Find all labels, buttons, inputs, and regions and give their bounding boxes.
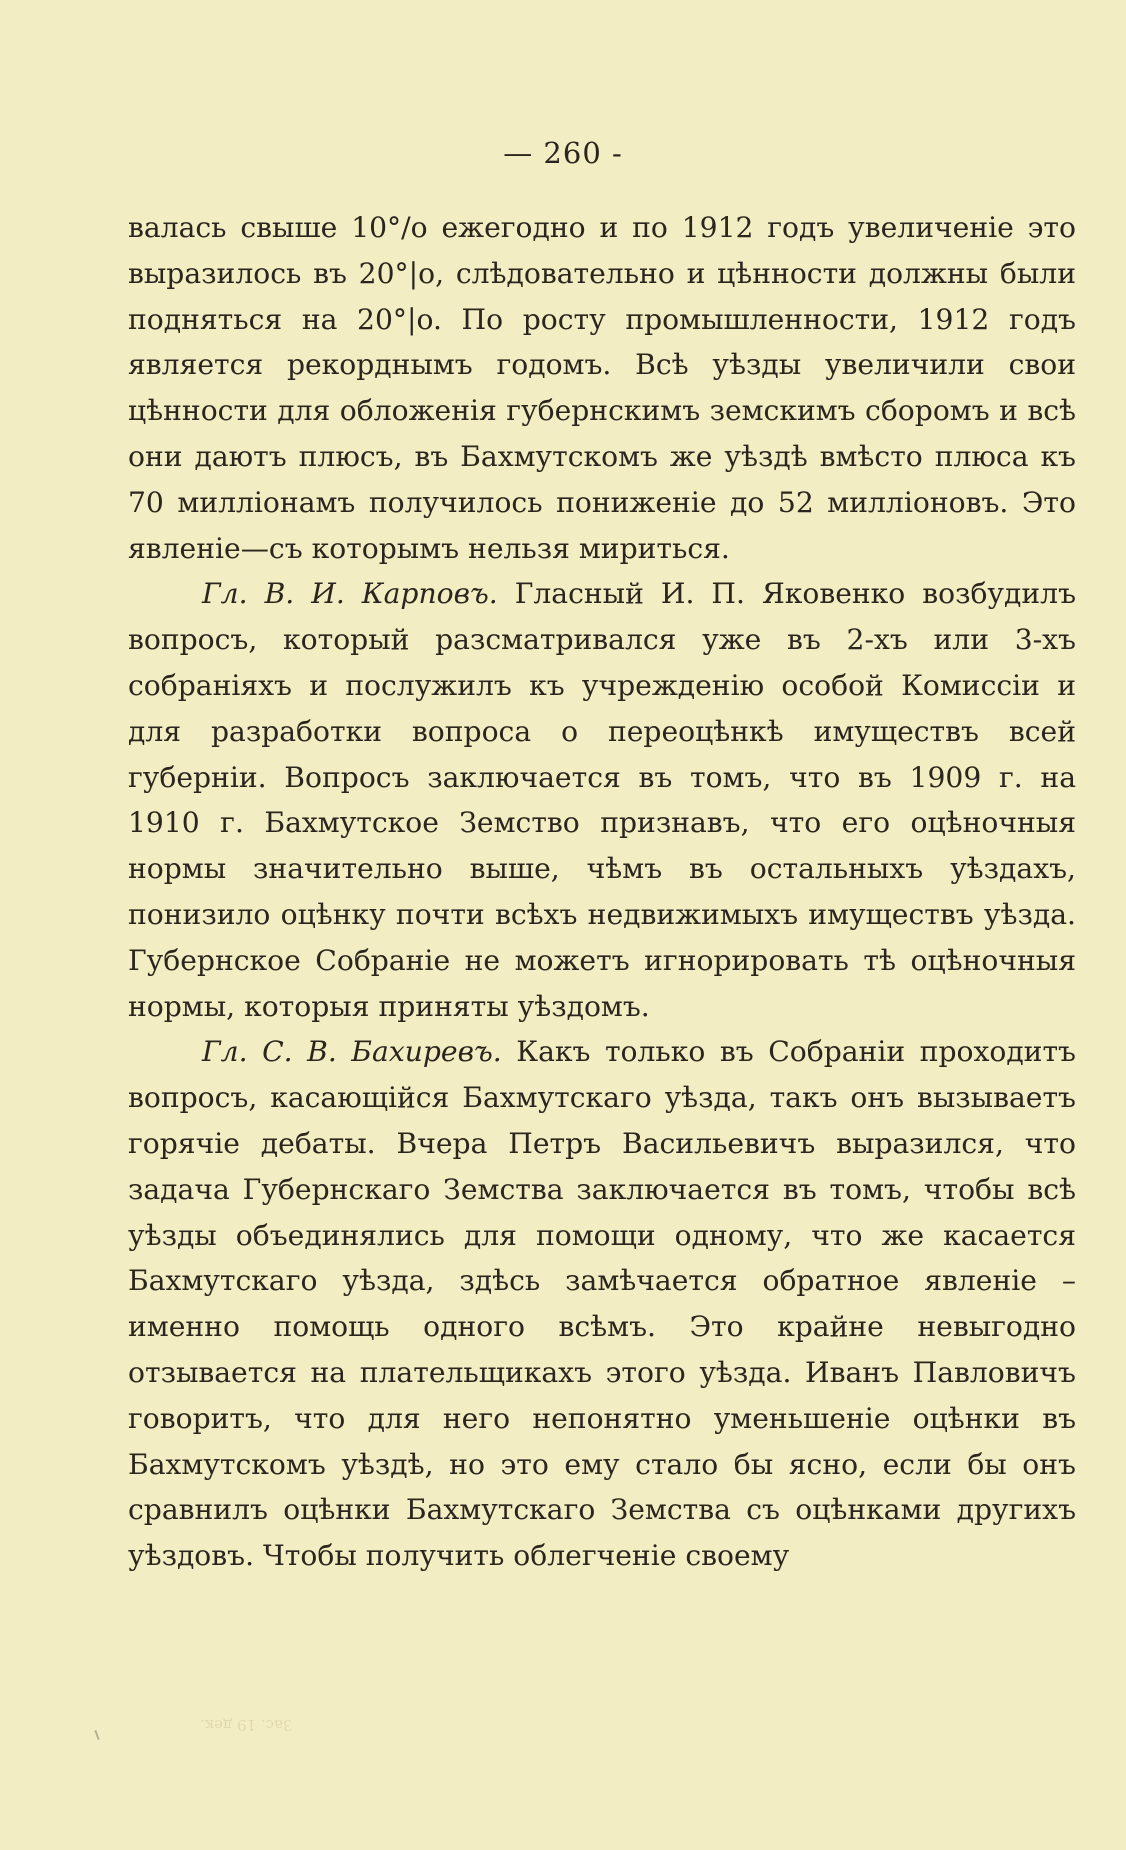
margin-mark — [94, 1730, 99, 1740]
paragraph-1 — [128, 205, 1076, 571]
paragraph-3-text: Какъ только въ Собраніи проходитъ вопросъ, касающійся Бахмутскаго уѣзда, такъ онъ вызываетъ горячіе дебаты. Вчера Петръ Васильевичъ выразился, что задача Губернскаго Земства заключается въ томъ, чтобы всѣ уѣзды объединялись для помощи одному, что же касается Бахмутскаго уѣзда, здѣсь замѣчается обратное явленіе – именно помощь одного всѣмъ. Это крайне невыгодно отзывается на плательщикахъ этого уѣзда. Иванъ Павловичъ говоритъ, что для него непонятно уменьшеніе оцѣнки въ Бахмутскомъ уѣздѣ, но это ему стало бы ясно, если бы онъ сравнилъ оцѣнки Бахмутскаго Земства съ оцѣнками другихъ уѣздовъ. Чтобы получить облегченіе своему — [128, 1035, 1076, 1573]
speaker-karpov: Гл. В. И. Карповъ. — [202, 577, 498, 611]
speaker-bakhirev: Гл. С. В. Бахиревъ. — [202, 1035, 502, 1069]
paragraph-1-text: валась свыше 10°/o ежегодно и по 1912 годъ увеличеніе это выразилось въ 20°|o, слѣдовательно и цѣнности должны были подняться на 20°|o. По росту промышленности, 1912 годъ является рекорднымъ годомъ. Всѣ уѣзды увеличили свои цѣнности для обложенія губернскимъ земскимъ сборомъ и всѣ они даютъ плюсъ, въ Бахмутскомъ же уѣздѣ вмѣсто плюса къ 70 милліонамъ получилось пониженіе до 52 милліоновъ. Это явленіе—съ которымъ нельзя мириться. — [128, 211, 1076, 565]
document-body — [128, 205, 1076, 1579]
paragraph-3 — [128, 1029, 1076, 1579]
paragraph-2-text: Гласный И. П. Яковенко возбудилъ вопросъ, который разсматривался уже въ 2-хъ или 3-хъ собраніяхъ и послужилъ къ учрежденію особой Комиссіи и для разработки вопроса о переоцѣнкѣ имуществъ всей губерніи. Вопросъ заключается въ томъ, что въ 1909 г. на 1910 г. Бахмутское Земство признавъ, что его оцѣночныя нормы значительно выше, чѣмъ въ остальныхъ уѣздахъ, понизило оцѣнку почти всѣхъ недвижимыхъ имуществъ уѣзда. Губернское Собраніе не можетъ игнорировать тѣ оцѣночныя нормы, которыя приняты уѣздомъ. — [128, 577, 1077, 1023]
bleed-through-text: Зас. 19 дек. — [200, 1716, 293, 1734]
page-number: — 260 - — [503, 136, 623, 170]
paragraph-2 — [128, 571, 1076, 1029]
